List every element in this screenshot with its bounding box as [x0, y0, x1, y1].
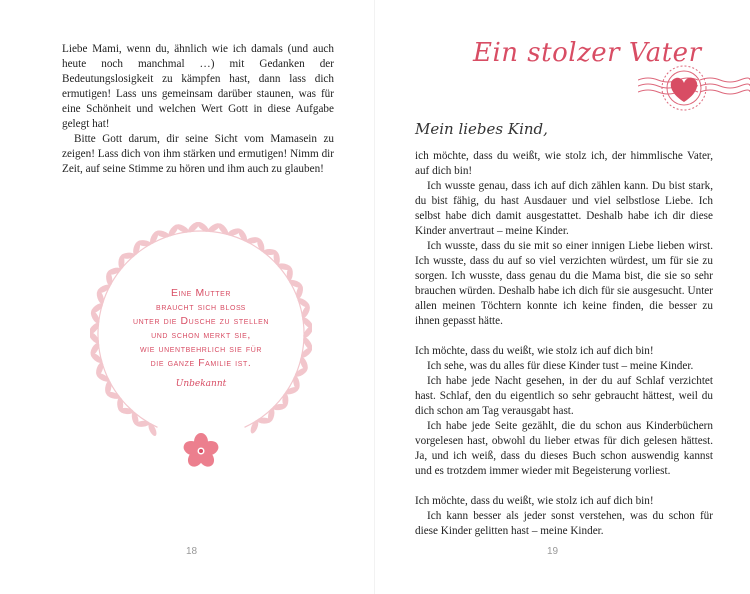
- right-body-text: [415, 149, 713, 539]
- paragraph: Ich habe jede Seite gezählt, die du schon aus Kinderbüchern vorgelesen hast, obwohl du lieber etwas für dich gelesen hättest. Ja, und ich weiß, dass du dieses Buch schon auswendig kannst und es trotzdem immer wieder mit Begeisterung vorliest.: [415, 420, 713, 477]
- quote-line: die ganze Familie ist.: [150, 358, 252, 369]
- paragraph-gap: [415, 479, 713, 494]
- paragraph: Ich wusste genau, dass ich auf dich zählen kann. Du bist stark, du bist fähig, du hast Ausdauer und viel selbstlose Liebe. Ich selbst habe dich damit ausgestattet. Deshalb habe ich dir diese Kinder anvertraut – meine Kinder.: [415, 180, 713, 237]
- paragraph: Ich möchte, dass du weißt, wie stolz ich auf dich bin!: [415, 495, 654, 507]
- paragraph: Ich wusste, dass du sie mit so einer innigen Liebe lieben wirst. Ich wusste, dass du auf so viel verzichten würdest, um für sie zu sorgen. Ich wusste, dass genau du die Mama bist, die sie so sehr brauchen würden. Deshalb habe ich dich für sie ausgesucht. Unter allen meinen Töchtern konnte ich keine finden, die besser zu ihnen gepasst hätte.: [415, 240, 713, 327]
- page-number: 19: [547, 546, 559, 557]
- left-paragraph-1: Liebe Mami, wenn du, ähnlich wie ich damals (und auch heute noch manchmal …) mit Gedanken der Bedeutungslosigkeit zu kämpfen hast, dann lass dich ermutigen! Lass uns gemeinsam darüber staunen, was für eine Schönheit und welchen Wert Gott in diese Aufgabe gelegt hat!: [62, 43, 334, 130]
- quote-line: unter die Dusche zu stellen: [133, 316, 269, 327]
- quote-author: Unbekannt: [175, 379, 227, 389]
- paragraph: Ich sehe, was du alles für diese Kinder tust – meine Kinder.: [427, 360, 694, 372]
- paragraph: Ich kann besser als jeder sonst verstehen, was du schon für diese Kinder gelitten hast – meine Kinder.: [415, 510, 713, 537]
- page-number: 18: [186, 546, 198, 557]
- right-page: [375, 0, 750, 594]
- quote-box: [90, 222, 312, 472]
- postal-heart-stamp-icon: [638, 60, 750, 130]
- quote-line: braucht sich bloß: [156, 302, 246, 313]
- paragraph: Ich möchte, dass du weißt, wie stolz ich auf dich bin!: [415, 345, 654, 357]
- wreath-leaf: [195, 222, 210, 234]
- salutation: Mein liebes Kind,: [415, 120, 548, 138]
- paragraph: Ich habe jede Nacht gesehen, in der du auf Schlaf verzichtet hast. Schlaf, den du eigentlich so sehr gebraucht hättest, weil du dich schon am Tag verausgabt hast.: [415, 375, 713, 417]
- paragraph: ich möchte, dass du weißt, wie stolz ich, der himmlische Vater, auf dich bin!: [415, 150, 713, 177]
- quote-text: [90, 287, 312, 371]
- left-body-text: [62, 42, 334, 177]
- flower-icon: [181, 431, 221, 471]
- chapter-title: Ein stolzer Vater: [473, 38, 702, 68]
- left-paragraph-2: Bitte Gott darum, dir seine Sicht vom Mamasein zu zeigen! Lass dich von ihm stärken und ermutigen! Nimm dir Zeit, auf seine Stimme zu hören und ihm auch zu glauben!: [62, 133, 334, 175]
- quote-line: Eine Mutter: [170, 288, 232, 299]
- paragraph-gap: [415, 329, 713, 344]
- quote-line: wie unentbehrlich sie für: [139, 344, 263, 355]
- quote-line: und schon merkt sie,: [151, 330, 251, 341]
